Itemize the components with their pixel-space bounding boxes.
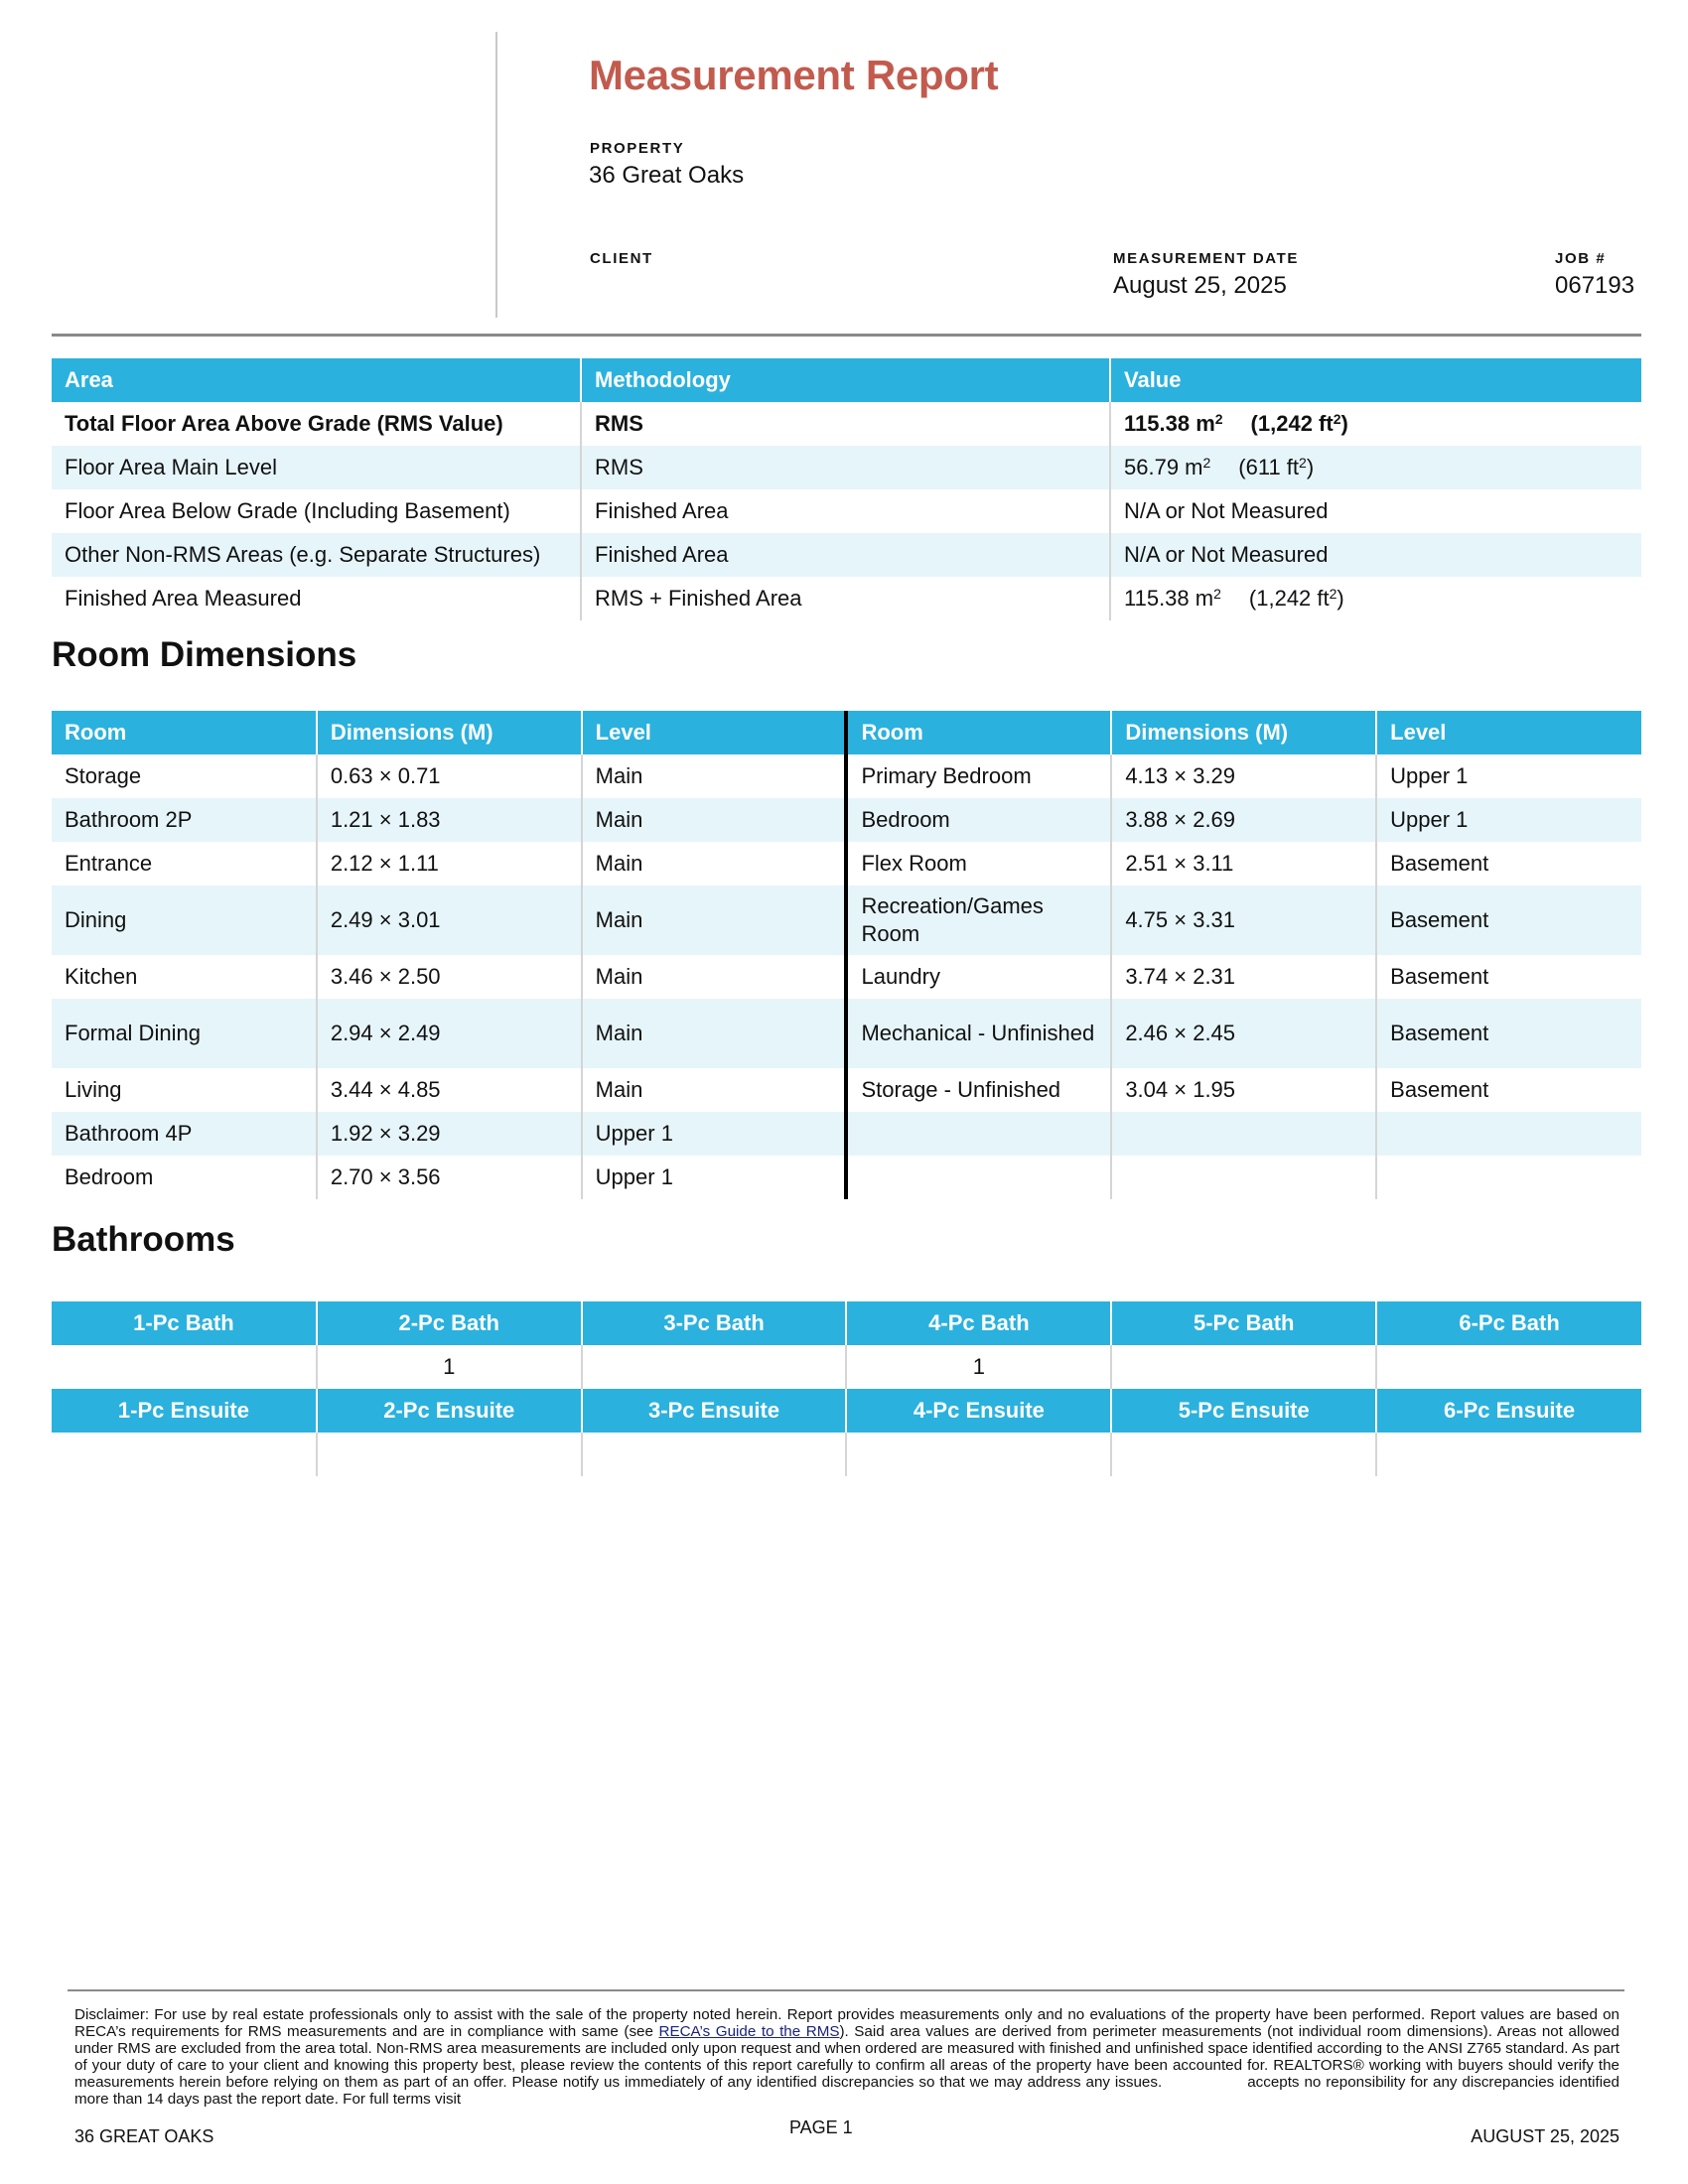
level-cell: Basement xyxy=(1376,999,1641,1068)
room-name-cell: Bedroom xyxy=(52,1156,317,1199)
level-cell: Main xyxy=(582,955,847,999)
room-name-cell: Kitchen xyxy=(52,955,317,999)
room-name-cell: Mechanical - Unfinished xyxy=(846,999,1111,1068)
column-header-5pc-ensuite: 5-Pc Ensuite xyxy=(1111,1389,1376,1433)
disclaimer-text: Disclaimer: For use by real estate professionals only to assist with the sale of the property noted herein. Report provides measurements only and no evaluations of the property have been performed. Report values are based on RECA’s requirements for RMS measurements and are in compliance with same (see xyxy=(74,2006,1619,2040)
footer-page-number: PAGE 1 xyxy=(789,2117,853,2137)
room-name-cell: Bathroom 4P xyxy=(52,1112,317,1156)
superscript: 2 xyxy=(1213,586,1221,602)
room-name-cell xyxy=(846,1112,1111,1156)
dimensions-cell: 1.21 × 1.83 xyxy=(317,798,582,842)
bath-count-cell xyxy=(582,1345,847,1389)
dimensions-cell: 3.46 × 2.50 xyxy=(317,955,582,999)
value-cell xyxy=(1110,577,1641,620)
room-name-cell: Recreation/Games Room xyxy=(846,886,1111,955)
bath-values-row xyxy=(52,1345,1641,1389)
column-header-2pc-ensuite: 2-Pc Ensuite xyxy=(317,1389,582,1433)
table-row xyxy=(52,1156,1641,1199)
header-rule xyxy=(52,334,1641,337)
table-row xyxy=(52,533,1641,577)
column-header-4pc-bath: 4-Pc Bath xyxy=(846,1301,1111,1345)
dimensions-cell: 4.75 × 3.31 xyxy=(1111,886,1376,955)
superscript: 2 xyxy=(1214,411,1223,427)
value-metric: 115.38 m xyxy=(1124,411,1215,436)
room-dimensions-table xyxy=(52,711,1641,1199)
column-header-level: Level xyxy=(1376,711,1641,754)
disclaimer-text: accepts no reponsibility for any discrepancies identified more than 14 days past the report date. For full terms visit xyxy=(74,2074,1619,2108)
level-cell: Basement xyxy=(1376,886,1641,955)
dimensions-cell: 3.44 × 4.85 xyxy=(317,1068,582,1112)
level-cell: Upper 1 xyxy=(1390,763,1469,788)
level-cell: Main xyxy=(582,886,847,955)
ensuite-header-row xyxy=(52,1389,1641,1433)
column-header-1pc-bath: 1-Pc Bath xyxy=(52,1301,317,1345)
dimensions-cell: 3.04 × 1.95 xyxy=(1111,1068,1376,1112)
methodology-cell: Finished Area xyxy=(581,489,1110,533)
dimensions-cell: 0.63 × 0.71 xyxy=(317,754,582,798)
paren: ) xyxy=(1336,586,1344,611)
value-cell xyxy=(1110,402,1641,446)
methodology-cell: RMS + Finished Area xyxy=(581,577,1110,620)
column-header-6pc-bath: 6-Pc Bath xyxy=(1376,1301,1641,1345)
ensuite-count-cell xyxy=(846,1433,1111,1476)
dimensions-cell: 2.94 × 2.49 xyxy=(317,999,582,1068)
table-row xyxy=(52,798,1641,842)
table-header-row xyxy=(52,711,1641,754)
dimensions-cell xyxy=(1111,1156,1376,1199)
room-name-cell: Laundry xyxy=(846,955,1111,999)
bath-count-cell xyxy=(1376,1345,1641,1389)
paren: ) xyxy=(1306,455,1315,479)
ensuite-count-cell xyxy=(1111,1433,1376,1476)
client-label: CLIENT xyxy=(590,250,653,267)
column-header-4pc-ensuite: 4-Pc Ensuite xyxy=(846,1389,1111,1433)
level-cell: Main xyxy=(582,999,847,1068)
value-cell: N/A or Not Measured xyxy=(1124,498,1329,523)
level-cell: Upper 1 xyxy=(582,1156,847,1199)
ensuite-count-cell xyxy=(1376,1433,1641,1476)
superscript: 2 xyxy=(1299,455,1307,471)
column-header-5pc-bath: 5-Pc Bath xyxy=(1111,1301,1376,1345)
column-header-2pc-bath: 2-Pc Bath xyxy=(317,1301,582,1345)
room-name-cell: Bathroom 2P xyxy=(52,798,317,842)
area-cell: Floor Area Main Level xyxy=(52,446,581,489)
level-cell xyxy=(1376,1156,1641,1199)
level-cell: Main xyxy=(582,798,847,842)
bathrooms-heading: Bathrooms xyxy=(52,1220,235,1259)
dimensions-cell xyxy=(1111,1112,1376,1156)
methodology-cell: RMS xyxy=(581,402,1110,446)
level-cell: Main xyxy=(582,1068,847,1112)
dimensions-cell: 2.49 × 3.01 xyxy=(317,886,582,955)
column-header-area: Area xyxy=(52,358,581,402)
methodology-cell: Finished Area xyxy=(581,533,1110,577)
table-row xyxy=(52,577,1641,620)
level-cell: Main xyxy=(582,754,847,798)
ensuite-count-cell xyxy=(52,1433,317,1476)
column-header-level: Level xyxy=(582,711,847,754)
level-cell: Main xyxy=(582,842,847,886)
area-cell: Finished Area Measured xyxy=(52,577,581,620)
bath-count-cell xyxy=(1111,1345,1376,1389)
table-row xyxy=(52,1068,1641,1112)
footer-rule xyxy=(68,1989,1624,1991)
room-name-cell: Bedroom xyxy=(846,798,1111,842)
area-cell: Other Non-RMS Areas (e.g. Separate Structures) xyxy=(52,533,581,577)
table-row xyxy=(52,754,1641,798)
level-cell xyxy=(1376,1112,1641,1156)
table-row xyxy=(52,886,1641,955)
value-imperial: (1,242 ft xyxy=(1250,411,1334,436)
dimensions-cell: 2.51 × 3.11 xyxy=(1111,842,1376,886)
column-header-dimensions: Dimensions (M) xyxy=(1111,711,1376,754)
room-name-cell xyxy=(846,1156,1111,1199)
ensuite-values-row xyxy=(52,1433,1641,1476)
level-cell: Basement xyxy=(1390,964,1489,989)
measurement-date-label: MEASUREMENT DATE xyxy=(1113,250,1299,267)
column-header-dimensions: Dimensions (M) xyxy=(317,711,582,754)
column-header-value: Value xyxy=(1110,358,1641,402)
level-cell: Basement xyxy=(1390,851,1489,876)
value-cell: N/A or Not Measured xyxy=(1110,533,1641,577)
superscript: 2 xyxy=(1202,455,1211,471)
dimensions-cell: 4.13 × 3.29 xyxy=(1111,754,1376,798)
paren: ) xyxy=(1340,411,1348,436)
footer-date: AUGUST 25, 2025 xyxy=(1471,2126,1619,2146)
room-name-cell: Formal Dining xyxy=(52,999,317,1068)
page-title: Measurement Report xyxy=(589,52,999,98)
room-name-cell: Storage xyxy=(52,754,317,798)
area-cell: Total Floor Area Above Grade (RMS Value) xyxy=(52,402,581,446)
area-cell: Floor Area Below Grade (Including Basement) xyxy=(52,489,581,533)
measurement-date-value: August 25, 2025 xyxy=(1113,272,1287,299)
level-cell: Upper 1 xyxy=(582,1112,847,1156)
dimensions-cell: 2.12 × 1.11 xyxy=(317,842,582,886)
bath-header-row xyxy=(52,1301,1641,1345)
room-name-cell: Dining xyxy=(52,886,317,955)
column-header-room: Room xyxy=(846,711,1111,754)
column-header-1pc-ensuite: 1-Pc Ensuite xyxy=(52,1389,317,1433)
value-metric: 115.38 m xyxy=(1124,586,1214,611)
room-name-cell: Primary Bedroom xyxy=(846,754,1111,798)
table-row xyxy=(52,1112,1641,1156)
superscript: 2 xyxy=(1333,411,1341,427)
table-row xyxy=(52,489,1641,533)
dimensions-cell: 3.88 × 2.69 xyxy=(1111,798,1376,842)
reca-guide-link[interactable]: RECA’s Guide to the RMS xyxy=(658,2023,840,2040)
room-name-cell: Entrance xyxy=(52,842,317,886)
dimensions-cell: 2.46 × 2.45 xyxy=(1111,999,1376,1068)
bath-count-cell: 1 xyxy=(317,1345,582,1389)
bath-count-cell: 1 xyxy=(846,1345,1111,1389)
column-header-6pc-ensuite: 6-Pc Ensuite xyxy=(1376,1389,1641,1433)
job-number-label: JOB # xyxy=(1555,250,1607,267)
ensuite-count-cell xyxy=(582,1433,847,1476)
value-imperial: (1,242 ft xyxy=(1248,586,1330,611)
room-dimensions-heading: Room Dimensions xyxy=(52,635,357,674)
table-row xyxy=(52,446,1641,489)
column-header-3pc-ensuite: 3-Pc Ensuite xyxy=(582,1389,847,1433)
dimensions-cell: 2.70 × 3.56 xyxy=(317,1156,582,1199)
methodology-cell: RMS xyxy=(581,446,1110,489)
table-header-row xyxy=(52,358,1641,402)
table-row xyxy=(52,402,1641,446)
job-number-value: 067193 xyxy=(1555,272,1635,299)
room-name-cell: Living xyxy=(52,1068,317,1112)
property-label: PROPERTY xyxy=(590,140,685,157)
column-header-room: Room xyxy=(52,711,317,754)
table-row xyxy=(52,955,1641,999)
header-divider xyxy=(495,32,497,318)
room-name-cell: Storage - Unfinished xyxy=(846,1068,1111,1112)
value-imperial: (611 ft xyxy=(1238,455,1300,479)
level-cell: Upper 1 xyxy=(1376,798,1641,842)
table-row xyxy=(52,842,1641,886)
dimensions-cell: 3.74 × 2.31 xyxy=(1111,955,1376,999)
room-name-cell: Flex Room xyxy=(846,842,1111,886)
bathrooms-table xyxy=(52,1301,1641,1476)
column-header-methodology: Methodology xyxy=(581,358,1110,402)
value-cell xyxy=(1110,446,1641,489)
superscript: 2 xyxy=(1329,586,1337,602)
property-value: 36 Great Oaks xyxy=(589,162,745,189)
disclaimer-text: ). Said area values are derived from perimeter measurements (not individual room dimensions). Areas not allowed under RMS are excluded from the area total. Non-RMS area measurements are included only upon request and when ordered are measured with finished and unfinished space identified according to the ANSI Z765 standard. As part of your duty of care to your client and knowing this property best, please review the contents of this report carefully to confirm all areas of the property have been accounted for. REALTORS® working with buyers should verify the measurements herein before relying on them as part of an offer. Please notify us immediately of any identified discrepancies so that we may address any issues. xyxy=(74,2023,1620,2091)
ensuite-count-cell xyxy=(317,1433,582,1476)
table-row xyxy=(52,999,1641,1068)
footer-property: 36 GREAT OAKS xyxy=(74,2126,214,2146)
area-summary-table xyxy=(52,358,1641,620)
bath-count-cell xyxy=(52,1345,317,1389)
column-header-3pc-bath: 3-Pc Bath xyxy=(582,1301,847,1345)
value-metric: 56.79 m xyxy=(1124,455,1203,479)
level-cell: Basement xyxy=(1390,1077,1489,1102)
dimensions-cell: 1.92 × 3.29 xyxy=(317,1112,582,1156)
disclaimer xyxy=(74,2006,1619,2108)
